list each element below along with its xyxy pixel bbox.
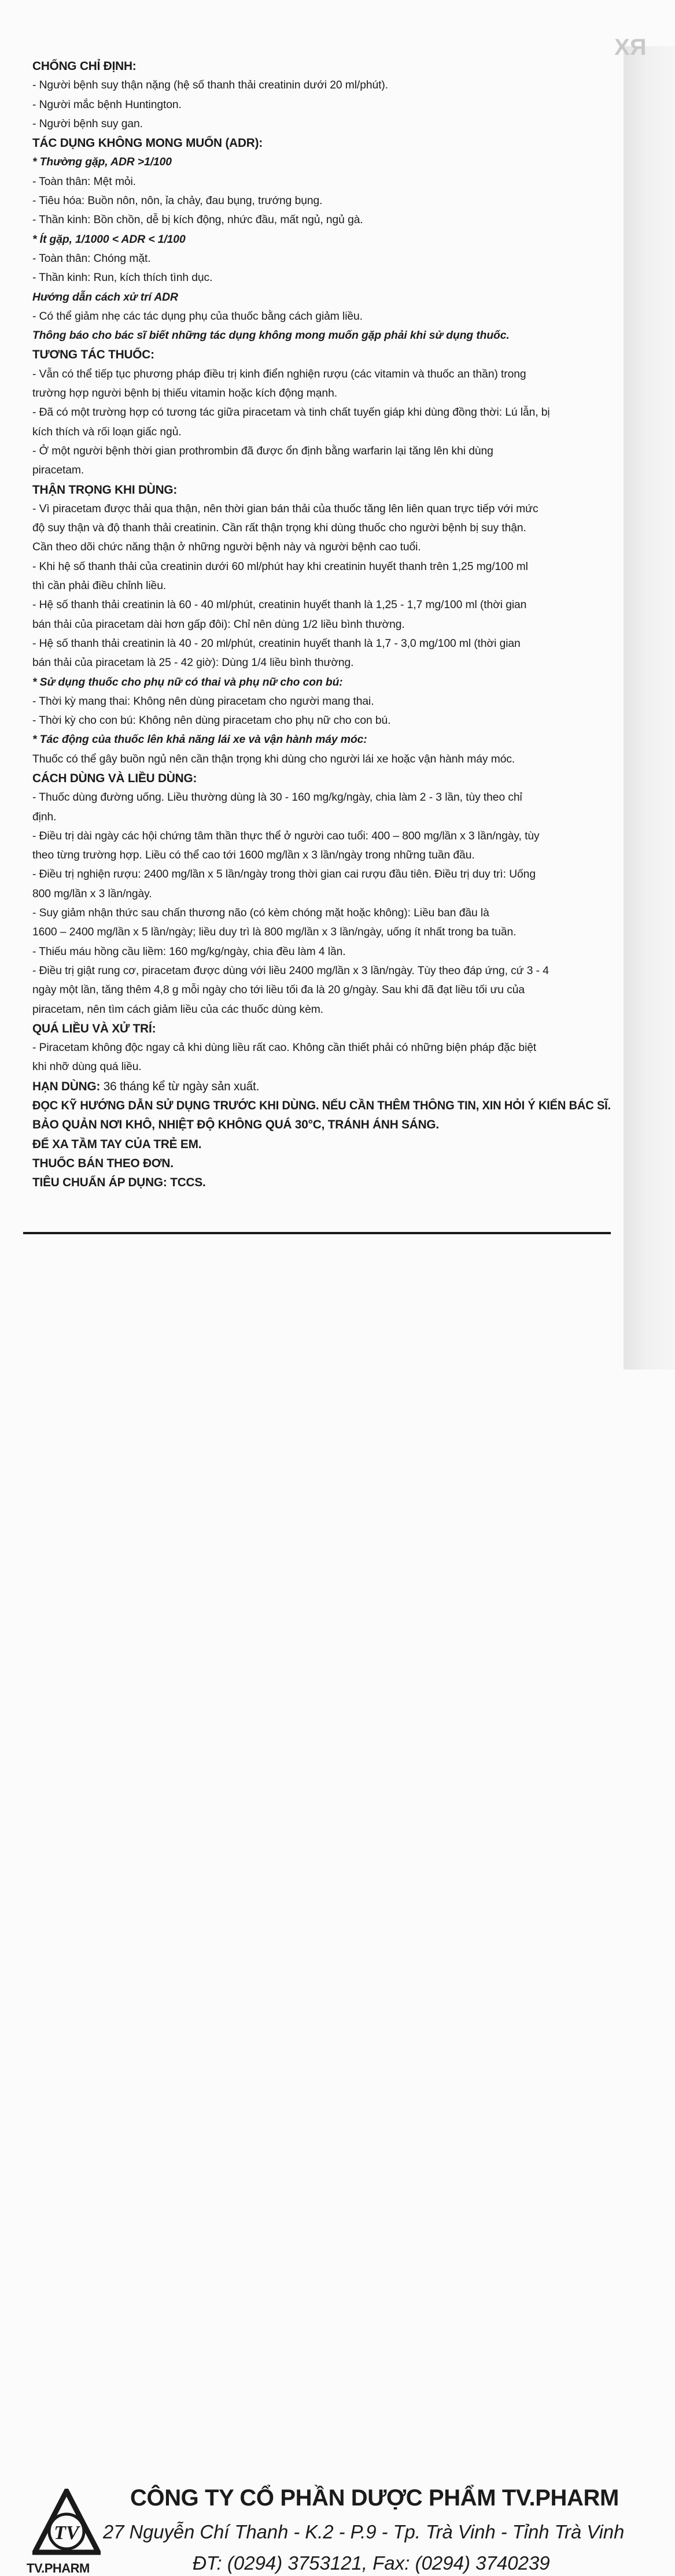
text-line: Thuốc có thể gây buồn ngủ nên cần thận trọng khi dùng cho người lái xe hoặc vận hành máy móc. [32,752,515,765]
text-line: - Người bệnh suy thận nặng (hệ số thanh thải creatinin dưới 20 ml/phút). [32,79,388,92]
text-line: - Thần kinh: Bồn chồn, dễ bị kích động, nhức đầu, mất ngủ, ngủ gà. [32,213,363,227]
text-line: bán thải của piracetam dài hơn gấp đôi): Chỉ nên dùng 1/2 liều bình thường. [32,617,405,631]
text-line: - Người bệnh suy gan. [32,117,143,130]
section-heading: QUÁ LIỀU VÀ XỬ TRÍ: [32,1021,156,1035]
tv-pharm-triangle-logo-icon [32,2489,101,2557]
subheading: Hướng dẫn cách xử trí ADR [32,290,178,304]
text-line: Cần theo dõi chức năng thận ở những người bệnh này và người bệnh cao tuổi. [32,541,421,554]
text-line: - Điều trị nghiện rượu: 2400 mg/lần x 5 lần/ngày trong thời gian cai rượu đầu tiên. Điều trị duy trì: Uống [32,868,536,881]
section-heading: TIÊU CHUẨN ÁP DỤNG: TCCS. [32,1176,206,1190]
section-heading: ĐỂ XA TẦM TAY CỦA TRẺ EM. [32,1137,202,1151]
text-line: ngày một lần, tăng thêm 4,8 g mỗi ngày cho tới liều tối đa là 20 g/ngày. Sau khi đã đạt liều tối ưu của [32,983,525,997]
document-body [32,57,617,1193]
text-line: trường hợp người bệnh bị thiếu vitamin hoặc kích động mạnh. [32,387,337,400]
text-line: 1600 – 2400 mg/lần x 5 lần/ngày; liều duy trì là 800 mg/lần x 3 lần/ngày, uống ít nhất trong ba tuần. [32,926,517,939]
text-line: thì cần phải điều chỉnh liều. [32,579,167,593]
text-line: - Toàn thân: Chóng mặt. [32,251,151,265]
section-heading: ĐỌC KỸ HƯỚNG DẪN SỬ DỤNG TRƯỚC KHI DÙNG. NẾU CẦN THÊM THÔNG TIN, XIN HỎI Ý KIẾN BÁC SĨ. [32,1099,611,1113]
text-line: 800 mg/lần x 3 lần/ngày. [32,887,152,900]
section-heading: THUỐC BÁN THEO ĐƠN. [32,1156,174,1170]
text-line: piracetam, nên tìm cách giảm liều của các thuốc dùng kèm. [32,1002,323,1016]
company-phone: ĐT: (0294) 3753121, Fax: (0294) 3740239 [193,2552,550,2574]
subheading: Thông báo cho bác sĩ biết những tác dụng không mong muốn gặp phải khi sử dụng thuốc. [32,329,510,342]
text-line: - Suy giảm nhận thức sau chấn thương não (có kèm chóng mặt hoặc không): Liều ban đầu là [32,906,489,920]
section-heading: TƯƠNG TÁC THUỐC: [32,348,154,362]
subheading: * Thường gặp, ADR >1/100 [32,156,172,169]
text-line: - Tiêu hóa: Buồn nôn, nôn, ỉa chảy, đau bụng, trướng bụng. [32,194,323,208]
bleed-through-strip [624,46,675,1370]
footer-divider [23,1232,611,1234]
subheading: * Tác động của thuốc lên khả năng lái xe và vận hành máy móc: [32,733,367,746]
text-line: - Thiếu máu hồng cầu liềm: 160 mg/kg/ngày, chia đều làm 4 lần. [32,945,346,958]
text-line: - Có thể giảm nhẹ các tác dụng phụ của thuốc bằng cách giảm liều. [32,309,363,323]
text-line: - Thuốc dùng đường uống. Liều thường dùng là 30 - 160 mg/kg/ngày, chia làm 2 - 3 lần, tùy theo chỉ [32,791,522,804]
subheading: * Sử dụng thuốc cho phụ nữ có thai và phụ nữ cho con bú: [32,675,343,689]
section-heading: HẠN DÙNG: 36 tháng kể từ ngày sản xuất. [32,1079,260,1093]
text-line: piracetam. [32,464,84,477]
logo-text: TV.PHARM [27,2561,90,2575]
bleed-through-rx: RX [614,35,647,60]
text-line: - Piracetam không độc ngay cả khi dùng liều rất cao. Không cần thiết phải có những biện pháp đặc biệt [32,1041,537,1054]
text-line: - Vì piracetam được thải qua thận, nên thời gian bán thải của thuốc tăng lên liên quan trực tiếp với mức [32,502,538,515]
text-line: - Vẫn có thể tiếp tục phương pháp điều trị kinh điển nghiện rượu (các vitamin và thuốc an thần) trong [32,367,526,380]
text-line: khi nhỡ dùng quá liều. [32,1060,142,1074]
text-line: - Người mắc bệnh Huntington. [32,98,182,111]
text-line: độ suy thận và độ thanh thải creatinin. Cần rất thận trọng khi dùng thuốc cho người bệnh bị suy thận. [32,521,526,535]
text-line: bán thải của piracetam là 25 - 42 giờ): Dùng 1/4 liều bình thường. [32,656,354,669]
company-name: CÔNG TY CỔ PHẦN DƯỢC PHẨM TV.PHARM [130,2485,619,2511]
svg-text:TV: TV [54,2522,79,2544]
section-heading: CÁCH DÙNG VÀ LIỀU DÙNG: [32,771,197,785]
section-heading: BẢO QUẢN NƠI KHÔ, NHIỆT ĐỘ KHÔNG QUÁ 30°C, TRÁNH ÁNH SÁNG. [32,1118,439,1132]
text-line: kích thích và rối loạn giấc ngủ. [32,425,182,438]
section-heading: TÁC DỤNG KHÔNG MONG MUỐN (ADR): [32,136,263,150]
text-line: - Thời kỳ mang thai: Không nên dùng piracetam cho người mang thai. [32,694,374,708]
text-line: - Điều trị dài ngày các hội chứng tâm thần thực thể ở người cao tuổi: 400 – 800 mg/lần x 3 lần/ngày, tùy [32,829,540,842]
text-line: - Hệ số thanh thải creatinin là 40 - 20 ml/phút, creatinin huyết thanh là 1,7 - 3,0 mg/100 ml (thời gian [32,636,521,650]
company-address: 27 Nguyễn Chí Thanh - K.2 - P.9 - Tp. Trà Vinh - Tỉnh Trà Vinh [103,2521,625,2542]
text-line: định. [32,810,57,823]
text-line: - Thời kỳ cho con bú: Không nên dùng piracetam cho phụ nữ cho con bú. [32,714,391,727]
text-line: theo từng trường hợp. Liều có thể cao tới 1600 mg/lần x 3 lần/ngày trong những tuần đầu. [32,849,475,862]
text-line: - Toàn thân: Mệt mỏi. [32,175,136,188]
text-line: - Đã có một trường hợp có tương tác giữa piracetam và tinh chất tuyến giáp khi dùng đồng thời: Lú lẫn, bị [32,406,550,419]
subheading: * Ít gặp, 1/1000 < ADR < 1/100 [32,232,186,246]
section-heading: THẬN TRỌNG KHI DÙNG: [32,483,178,497]
text-line: - Điều trị giật rung cơ, piracetam được dùng với liều 2400 mg/lần x 3 lần/ngày. Tùy theo đáp ứng, cứ 3 - 4 [32,964,549,977]
text-line: - Ở một người bệnh thời gian prothrombin đã được ổn định bằng warfarin lại tăng lên khi dùng [32,444,493,457]
text-line: - Hệ số thanh thải creatinin là 60 - 40 ml/phút, creatinin huyết thanh là 1,25 - 1,7 mg/100 ml (thời gian [32,598,527,612]
text-line: - Khi hệ số thanh thải của creatinin dưới 60 ml/phút hay khi creatinin huyết thanh trên 1,25 mg/100 ml [32,560,528,573]
footer [0,1237,675,2575]
text-line: - Thần kinh: Run, kích thích tình dục. [32,271,213,284]
section-heading: CHỐNG CHỈ ĐỊNH: [32,60,137,73]
